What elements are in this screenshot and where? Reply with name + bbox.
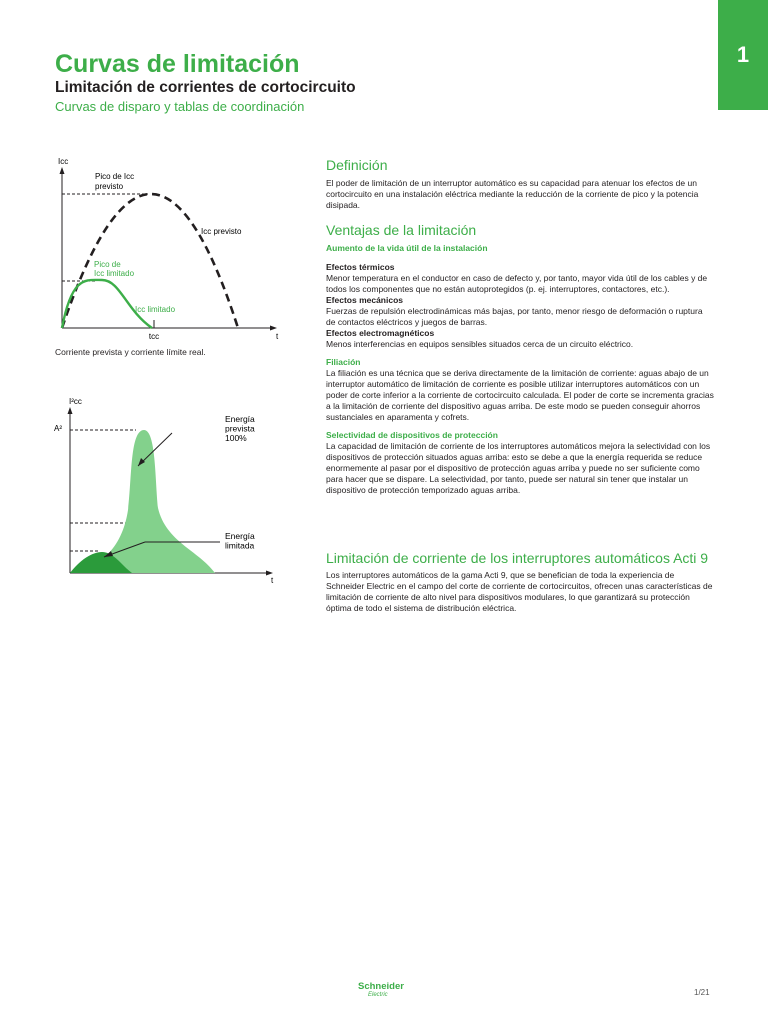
mecanicos-heading: Efectos mecánicos — [326, 295, 404, 305]
figure-caption: Corriente prevista y corriente límite real. — [55, 347, 206, 357]
logo-sub: Electric — [368, 992, 388, 998]
ventajas-section — [326, 222, 714, 496]
a2-tick-label: A² — [54, 424, 62, 433]
limited-current-curve — [62, 280, 152, 328]
page-subtitle: Limitación de corrientes de cortocircuito — [55, 79, 356, 96]
mecanicos-text: Fuerzas de repulsión electrodinámicas más bajas, por tanto, menor riesgo de deformación o ruptura de contactos eléctricos y juegos de barras. — [326, 306, 703, 327]
aumento-heading: Aumento de la vida útil de la instalación — [326, 243, 488, 253]
chapter-number: 1 — [736, 42, 750, 67]
termicos-text: Menor temperatura en el conductor en caso de defecto y, por tanto, mayor vida útil de los cables y de todos los componentes que no están autoprotegidos (p. ej. interruptores, contactores, etc.). — [326, 273, 708, 294]
chapter-tab — [718, 0, 768, 110]
figure-current-limitation — [40, 150, 300, 345]
y-axis-label: I²cc — [69, 397, 82, 406]
prospective-energy-area — [70, 430, 215, 573]
termicos-heading: Efectos térmicos — [326, 262, 395, 272]
tcc-tick-label: tcc — [148, 332, 160, 341]
x-axis-label: t — [276, 332, 279, 341]
filiacion-heading: Filiación — [326, 357, 361, 367]
definicion-text: El poder de limitación de un interruptor automático es su capacidad para atenuar los efectos de un cortocircuito en una instalación eléctrica mediante la reducción de la corriente de pico y la potencia disipada. — [326, 178, 699, 210]
acti9-heading: Limitación de corriente de los interruptores automáticos Acti 9 — [326, 550, 709, 566]
section-title: Curvas de disparo y tablas de coordinación — [55, 99, 305, 114]
schneider-logo — [358, 982, 414, 1004]
definicion-heading: Definición — [326, 157, 388, 173]
label-energia-prevista: Energía prevista 100% — [225, 414, 255, 443]
y-axis-label: Icc — [58, 157, 69, 166]
label-energia-limitada: Energía limitada — [225, 531, 255, 551]
selectividad-heading: Selectividad de dispositivos de protección — [326, 430, 498, 440]
ventajas-heading: Ventajas de la limitación — [326, 222, 477, 238]
logo-brand: Schneider — [358, 981, 404, 992]
acti9-section — [326, 550, 714, 614]
label-pico-previsto: Pico de Icc previsto — [95, 172, 135, 191]
electro-heading: Efectos electromagnéticos — [326, 328, 435, 338]
label-icc-limitado: Icc limitado — [135, 305, 176, 314]
acti9-text: Los interruptores automáticos de la gama Acti 9, que se benefician de toda la experiencia de Schneider Electric en el campo del corte de corriente de cortocircuitos, ofrecen unas características de limitación de corriente de alto nivel para dispositivos modulares, lo que garantizará su protección óptima de todo el sistema de distribución eléctrica. — [326, 570, 713, 613]
label-pico-limitado: Pico de Icc limitado — [94, 260, 135, 278]
label-icc-previsto: Icc previsto — [201, 227, 242, 236]
selectividad-text: La capacidad de limitación de corriente de los interruptores automáticos mejora la selectividad con los dispositivos de protección situados aguas arriba: esto se debe a que la energía requerida se reduce enormemente al pasar por el dispositivo de protección aguas arriba y puede no ser suficiente como para hacer que se dispare. La selectividad, por tanto, puede ser natural sin tener que instalar un dispositivo de protección temporizado aguas arriba. — [326, 441, 711, 495]
page-title: Curvas de limitación — [55, 50, 300, 78]
figure-energy-limitation — [40, 390, 300, 590]
filiacion-text: La filiación es una técnica que se deriva directamente de la limitación de corriente: aguas abajo de un interruptor automático de limitación de corriente es posible utilizar interruptores automáticos con un poder de corte inferior a la corriente de cortocircuito calculada. El poder de corte se incrementa gracias a la limitación de corriente del dispositivo aguas arriba. De este modo se pueden conseguir ahorros sustanciales en aparamenta y cofrets. — [326, 368, 714, 422]
page-number: 1/21 — [694, 988, 710, 997]
x-axis-label: t — [271, 576, 274, 585]
definicion-section — [326, 157, 714, 211]
electro-text: Menos interferencias en equipos sensibles situados cerca de un circuito eléctrico. — [326, 339, 634, 349]
